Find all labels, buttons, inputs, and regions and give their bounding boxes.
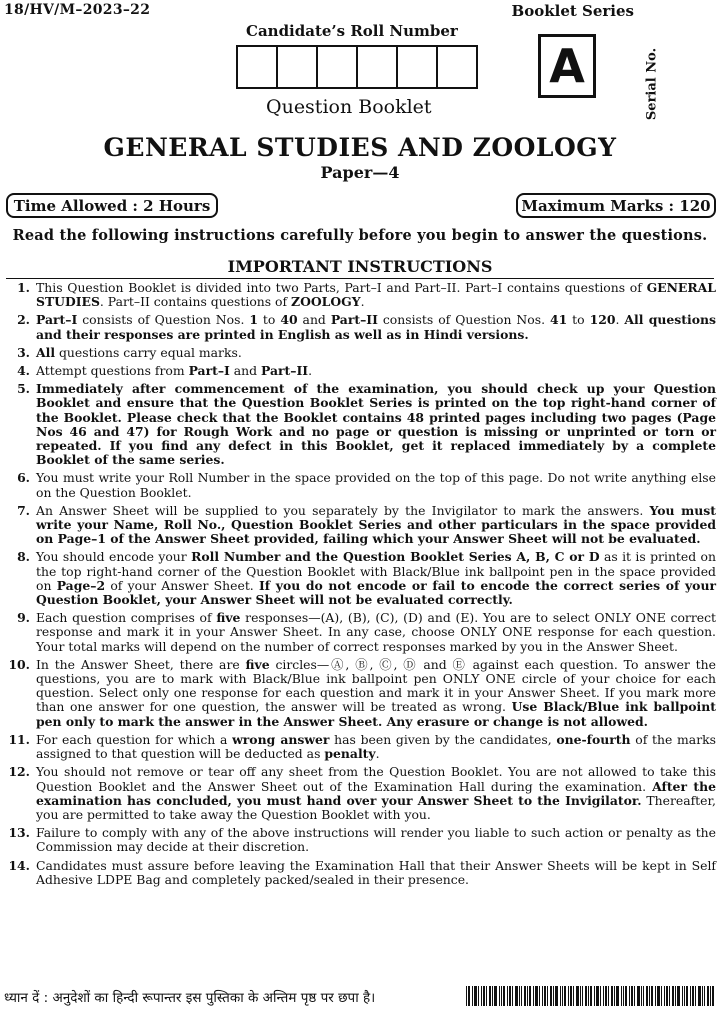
instruction-text xyxy=(36,658,716,729)
barcode-bar xyxy=(677,986,680,1006)
barcode-bar xyxy=(603,986,604,1006)
instruction-text-run: . xyxy=(375,746,380,762)
barcode-bar xyxy=(655,986,656,1006)
barcode-bar xyxy=(588,986,589,1006)
barcode-bar xyxy=(568,986,569,1006)
barcode-bar xyxy=(646,986,648,1006)
roll-number-boxes xyxy=(236,45,478,89)
instruction-number: 10. xyxy=(8,656,30,672)
barcode-bar xyxy=(472,986,473,1006)
instruction-text-run: This Question Booklet is divided into two Parts, Part–I and Part–II. Part–I contains questions of xyxy=(36,280,647,295)
barcode-bar xyxy=(580,986,581,1006)
instruction-item xyxy=(4,859,716,887)
barcode-bar xyxy=(547,986,548,1006)
instruction-text-bold: Part–I xyxy=(188,363,230,379)
barcode-bar xyxy=(553,986,554,1006)
instruction-text-bold: 1 xyxy=(249,312,258,328)
barcode-bar xyxy=(634,986,635,1006)
instruction-item xyxy=(4,504,716,547)
instruction-item xyxy=(4,471,716,499)
barcode-bar xyxy=(651,986,653,1006)
instruction-text-run: . xyxy=(308,363,313,379)
instruction-text-bold: five xyxy=(216,610,241,626)
barcode-bar xyxy=(533,986,534,1006)
instruction-text-bold: Part–II xyxy=(330,312,378,328)
barcode-bar xyxy=(686,986,688,1006)
barcode-bar xyxy=(512,986,513,1006)
barcode-bar xyxy=(582,986,583,1006)
barcode-bar xyxy=(492,986,493,1006)
instruction-text-run: Failure to comply with any of the above instructions will render you liable to such action or penalty as the Commission may decide at their discretion. xyxy=(36,825,716,855)
instruction-text-bold: ZOOLOGY xyxy=(291,294,361,310)
instruction-text-run: Candidates must assure before leaving the Examination Hall that their Answer Sheets will be kept in Self Adhesive LDPE Bag and completely packed/sealed in their presence. xyxy=(36,857,716,887)
instruction-text xyxy=(36,281,716,309)
barcode-bar xyxy=(560,986,561,1006)
instruction-text xyxy=(36,733,716,761)
barcode-bar xyxy=(521,986,522,1006)
instruction-text-run: consists of Question Nos. xyxy=(377,312,550,328)
instruction-text-run: You should encode your xyxy=(36,549,192,565)
barcode-bar xyxy=(692,986,694,1006)
roll-number-box[interactable] xyxy=(358,47,398,87)
instruction-item xyxy=(4,313,716,341)
barcode-bar xyxy=(555,986,558,1006)
instruction-text-bold: five xyxy=(245,656,270,672)
barcode-bar xyxy=(672,986,674,1006)
barcode-bar xyxy=(629,986,630,1006)
instruction-text-run: and xyxy=(229,363,262,379)
barcode-bar xyxy=(621,986,622,1006)
instruction-text-run: to xyxy=(567,312,590,328)
instruction-text-bold: Part–I xyxy=(36,312,78,328)
barcode-bar xyxy=(499,986,500,1006)
barcode-bar xyxy=(649,986,650,1006)
read-instructions-line: Read the following instructions carefully before you begin to answer the questions. xyxy=(12,227,708,244)
instruction-text-bold: If you do not encode or fail to encode the correct series of your Question Booklet, your Answer Sheet will not be evaluated correctly. xyxy=(36,577,716,608)
page-title: GENERAL STUDIES AND ZOOLOGY xyxy=(103,133,617,162)
instruction-text-run: You should not remove or tear off any sheet from the Question Booklet. You are not allowed to take this Question Booklet and the Answer Sheet out of the Examination Hall during the examination. xyxy=(36,764,716,794)
barcode-bar xyxy=(535,986,538,1006)
barcode-bar xyxy=(631,986,633,1006)
time-allowed-badge: Time Allowed : 2 Hours xyxy=(6,193,218,218)
instruction-text-run: circles—Ⓐ, Ⓑ, Ⓒ, Ⓓ and Ⓔ against each question. To answer the questions, you are to mark with Black/Blue ink ballpoint pen ONLY ONE circle of your choice for each question. Select only one response for each question and mark it in your Answer Sheet. If you mark more than one answer for one question, the answer will be treated as wrong. xyxy=(36,656,716,715)
barcode-bar xyxy=(474,986,477,1006)
instruction-number: 1. xyxy=(17,280,30,295)
instruction-text-bold: one-fourth xyxy=(556,731,631,747)
roll-number-box[interactable] xyxy=(438,47,476,87)
instruction-item xyxy=(4,382,716,467)
maximum-marks-badge: Maximum Marks : 120 xyxy=(516,193,716,218)
instruction-number: 5. xyxy=(17,381,30,397)
instruction-item xyxy=(4,281,716,309)
instruction-number: 13. xyxy=(8,825,30,841)
barcode-bar xyxy=(529,986,531,1006)
instruction-text-run: Thereafter, you are permitted to take away the Question Booklet with you. xyxy=(36,792,716,822)
instruction-number: 2. xyxy=(17,312,30,328)
barcode-bar xyxy=(489,986,491,1006)
instruction-text-bold: 40 xyxy=(280,312,298,328)
barcode-bar xyxy=(614,986,615,1006)
instruction-number: 8. xyxy=(17,549,30,565)
instruction-text-bold: Immediately after commencement of the examination, you should check up your Question Booklet and ensure that the Question Booklet Series is printed on the top right-hand corner of the Booklet. Please check that the Booklet contains 48 printed pages including two pages (Page Nos 46 and 47) for Rough Work and no page or question is missing or unprinted or torn or repeated. If you find any defect in this Booklet, get it replaced immediately by a complete Booklet of the same series. xyxy=(36,381,716,468)
instruction-number: 7. xyxy=(17,502,30,518)
barcode-bar xyxy=(616,986,619,1006)
barcode-bar xyxy=(527,986,528,1006)
barcode-bar xyxy=(682,986,683,1006)
roll-number-box[interactable] xyxy=(238,47,278,87)
instruction-text-run: as it is printed on the top right-hand corner of the Question Booklet with Black/Blue ink ballpoint pen in the space provided on xyxy=(36,549,716,593)
instruction-text-run: has been given by the candidates, xyxy=(329,731,557,747)
instruction-text-bold: All questions and their responses are printed in English as well as in Hindi versions. xyxy=(36,312,716,342)
instruction-text xyxy=(36,382,716,467)
barcode-bar xyxy=(562,986,563,1006)
serial-number-area xyxy=(632,28,672,140)
instruction-text-run: . xyxy=(615,312,625,328)
instruction-number: 11. xyxy=(8,731,30,747)
instruction-text-bold: You must write your Name, Roll No., Question Booklet Series and other particulars in the space provided on Page–1 of the Answer Sheet provided, failing which your Answer Sheet will not be evaluated. xyxy=(36,502,716,547)
instruction-text-run: . Part–II contains questions of xyxy=(99,294,292,310)
serial-number-label: Serial No. xyxy=(644,47,660,121)
barcode-bar xyxy=(570,986,572,1006)
instruction-item xyxy=(4,364,716,378)
barcode-bar xyxy=(550,986,552,1006)
instruction-text-bold: penalty xyxy=(324,746,376,762)
instruction-item xyxy=(4,658,716,729)
barcode-bar xyxy=(594,986,595,1006)
instruction-text-run: questions carry equal marks. xyxy=(55,344,242,360)
instruction-text-bold: Part–II xyxy=(261,363,309,379)
barcode-bar xyxy=(503,986,505,1006)
instruction-text-run: Attempt questions from xyxy=(36,363,189,379)
barcode-bar xyxy=(494,986,497,1006)
instruction-text xyxy=(36,364,716,378)
instruction-text-run: to xyxy=(257,312,281,328)
booklet-series-label: Booklet Series xyxy=(511,2,634,20)
barcode-bar xyxy=(605,986,607,1006)
instruction-item xyxy=(4,826,716,854)
instruction-text-run: An Answer Sheet will be supplied to you separately by the Invigilator to mark the answers. xyxy=(36,502,650,518)
barcode-bar xyxy=(600,986,601,1006)
instruction-text-bold: Page–2 xyxy=(56,577,106,593)
barcode-bar xyxy=(643,986,644,1006)
barcode-bar xyxy=(590,986,592,1006)
instruction-text xyxy=(36,550,716,607)
instruction-text xyxy=(36,859,716,887)
barcode-bar xyxy=(481,986,482,1006)
instruction-text xyxy=(36,313,716,341)
barcode-bar xyxy=(468,986,470,1006)
barcode-bar xyxy=(501,986,502,1006)
barcode-bar xyxy=(585,986,587,1006)
instruction-text-bold: All xyxy=(36,344,56,360)
roll-number-box[interactable] xyxy=(278,47,318,87)
instruction-text-bold: 120 xyxy=(589,312,616,328)
instruction-text xyxy=(36,611,716,654)
barcode-bar xyxy=(625,986,627,1006)
barcode-bar xyxy=(712,986,714,1006)
barcode-bar xyxy=(710,986,711,1006)
barcode-bar xyxy=(702,986,703,1006)
barcode-bar xyxy=(675,986,676,1006)
barcode-bar xyxy=(539,986,540,1006)
instruction-text-bold: Use Black/Blue ink ballpoint pen only to mark the answer in the Answer Sheet. Any erasure or change is not allowed. xyxy=(36,699,716,729)
barcode-bar xyxy=(611,986,613,1006)
barcode-bar xyxy=(608,986,609,1006)
instruction-text xyxy=(36,471,716,499)
barcode-bar xyxy=(698,986,701,1006)
instruction-item xyxy=(4,765,716,822)
barcode-bar xyxy=(466,986,467,1006)
instruction-number: 14. xyxy=(8,857,30,873)
barcode-bar xyxy=(641,986,642,1006)
barcode-bar xyxy=(664,986,665,1006)
instruction-text xyxy=(36,346,716,360)
barcode-bar xyxy=(486,986,487,1006)
barcode-bar xyxy=(695,986,696,1006)
barcode-bar xyxy=(707,986,709,1006)
barcode-bar xyxy=(478,986,479,1006)
instruction-number: 9. xyxy=(17,610,30,626)
instruction-text-run: and xyxy=(297,312,331,328)
barcode-bar xyxy=(519,986,520,1006)
instruction-text-bold: wrong answer xyxy=(232,731,330,747)
barcode-bar xyxy=(515,986,518,1006)
instruction-text-run: of your Answer Sheet. xyxy=(105,577,259,593)
barcode-bar xyxy=(542,986,543,1006)
roll-number-box[interactable] xyxy=(398,47,438,87)
roll-number-label: Candidate’s Roll Number xyxy=(246,22,458,40)
instruction-text-bold: After the examination has concluded, you must hand over your Answer Sheet to the Invigilator. xyxy=(36,778,716,808)
instruction-number: 4. xyxy=(17,363,30,379)
instruction-text-run: Each question comprises of xyxy=(36,610,217,626)
barcode-bar xyxy=(507,986,508,1006)
barcode-bar xyxy=(704,986,705,1006)
instruction-text-run: consists of Question Nos. xyxy=(77,312,250,328)
instruction-text-bold: GENERAL STUDIES xyxy=(36,280,716,310)
exam-code: 18/HV/M–2023–22 xyxy=(4,2,151,18)
instruction-text-run: For each question for which a xyxy=(36,731,233,747)
barcode-bar xyxy=(657,986,660,1006)
barcode-bar xyxy=(623,986,624,1006)
barcode-bar xyxy=(483,986,485,1006)
barcode-image xyxy=(466,986,716,1006)
instruction-text-bold: Roll Number and the Question Booklet Series A, B, C or D xyxy=(191,549,600,565)
barcode-bar xyxy=(576,986,579,1006)
barcode-bar xyxy=(637,986,640,1006)
instruction-number: 12. xyxy=(8,764,30,780)
instruction-text-run: In the Answer Sheet, there are xyxy=(36,656,246,672)
instructions-heading: IMPORTANT INSTRUCTIONS xyxy=(227,257,493,276)
barcode-bar xyxy=(509,986,511,1006)
booklet-series-letter: A xyxy=(538,34,596,98)
barcode-bar xyxy=(573,986,574,1006)
barcode-bar xyxy=(596,986,599,1006)
barcode-bar xyxy=(669,986,670,1006)
instruction-item xyxy=(4,733,716,761)
barcode-bar xyxy=(684,986,685,1006)
barcode-bar xyxy=(524,986,526,1006)
roll-number-box[interactable] xyxy=(318,47,358,87)
paper-number: Paper—4 xyxy=(320,163,400,182)
instruction-text-run: of the marks assigned to that question will be deducted as xyxy=(36,731,716,762)
instruction-text xyxy=(36,765,716,822)
barcode-bar xyxy=(564,986,566,1006)
question-booklet-label: Question Booklet xyxy=(266,96,432,118)
instruction-number: 3. xyxy=(17,344,30,360)
instruction-number: 6. xyxy=(17,470,30,486)
barcode-bar xyxy=(544,986,546,1006)
hindi-note: ध्यान दें : अनुदेशों का हिन्दी रूपान्तर इस पुस्तिका के अन्तिम पृष्ठ पर छपा है। xyxy=(4,990,376,1006)
instruction-text xyxy=(36,504,716,547)
instruction-item xyxy=(4,346,716,360)
instruction-text-run: . xyxy=(360,294,365,310)
barcode-bar xyxy=(661,986,662,1006)
barcode-bar xyxy=(690,986,691,1006)
instruction-item xyxy=(4,611,716,654)
instruction-text-run: responses—(A), (B), (C), (D) and (E). You are to select ONLY ONE correct response and mark it in your Answer Sheet. In any case, choose ONLY ONE response for each question. Your total marks will depend on the number of correct responses marked by you in the Answer Sheet. xyxy=(36,610,716,654)
instruction-item xyxy=(4,550,716,607)
instruction-text-bold: 41 xyxy=(549,312,568,328)
instruction-text-run: You must write your Roll Number in the space provided on the top of this page. Do not write anything else on the Question Booklet. xyxy=(36,470,716,500)
instruction-text xyxy=(36,826,716,854)
barcode-bar xyxy=(666,986,668,1006)
heading-divider xyxy=(6,278,714,279)
instructions-list xyxy=(4,281,716,891)
